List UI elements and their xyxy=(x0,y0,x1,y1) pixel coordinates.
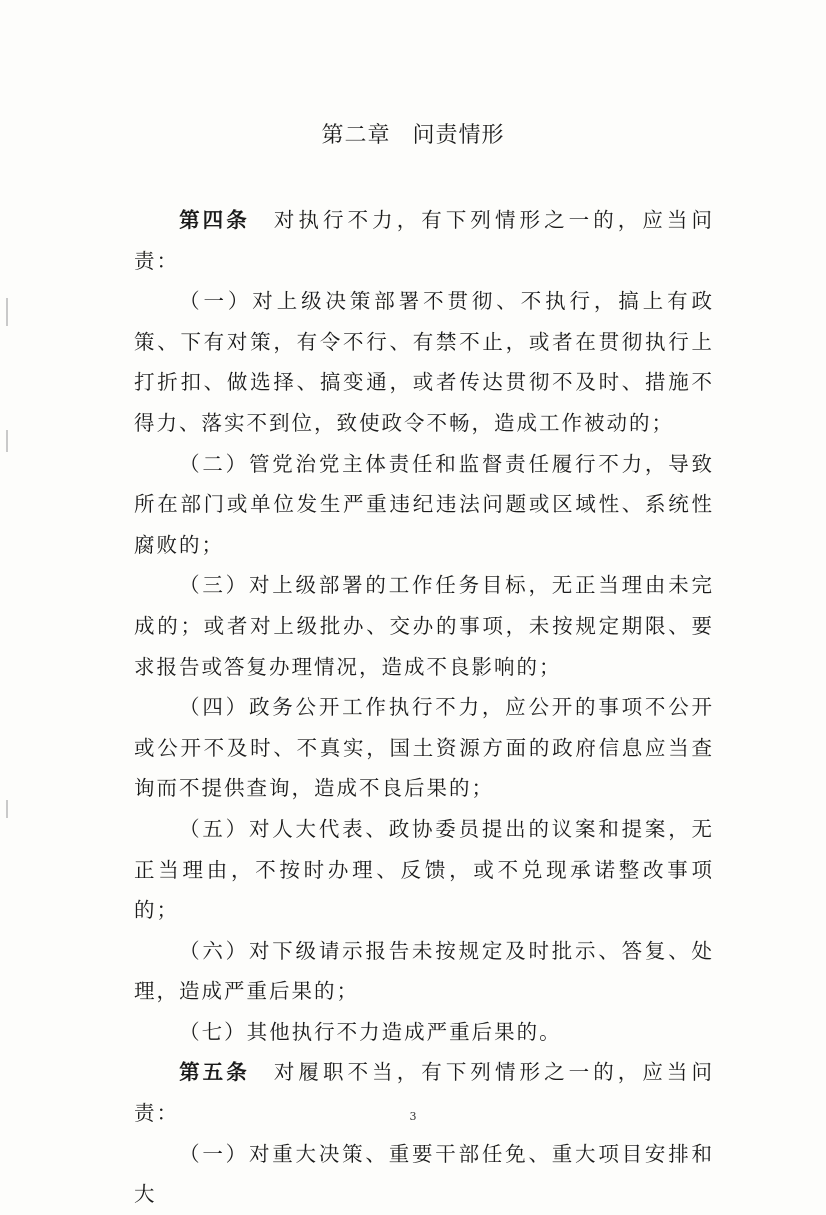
article-item: （五）对人大代表、政协委员提出的议案和提案，无正当理由，不按时办理、反馈，或不兑现承诺整改事项的； xyxy=(134,816,714,923)
article-intro-text: 对履职不当，有下列情形之一的，应当问责： xyxy=(134,1060,715,1126)
chapter-label: 第二章 xyxy=(321,123,391,148)
document-body xyxy=(134,200,714,1215)
chapter-title: 问责情形 xyxy=(412,123,505,148)
scan-edge-mark xyxy=(6,298,8,326)
article-label: 第五条 xyxy=(179,1060,250,1085)
article-4-intro xyxy=(134,200,714,281)
scan-edge-mark xyxy=(6,430,8,452)
article-item: （二）管党治党主体责任和监督责任履行不力，导致所在部门或单位发生严重违纪违法问题或区域性、系统性腐败的； xyxy=(134,451,714,557)
chapter-heading xyxy=(0,118,826,149)
article-item: （一）对上级决策部署不贯彻、不执行，搞上有政策、下有对策，有令不行、有禁不止，或者在贯彻执行上打折扣、做选择、搞变通，或者传达贯彻不及时、措施不得力、落实不到位，致使政令不畅，造成工作被动的； xyxy=(134,289,714,435)
article-item: （一）对重大决策、重要干部任免、重大项目安排和大 xyxy=(134,1141,714,1207)
article-item: （六）对下级请示报告未按规定及时批示、答复、处理，造成严重后果的； xyxy=(134,938,714,1004)
page-number: 3 xyxy=(409,1110,417,1123)
article-item: （七）其他执行不力造成严重后果的。 xyxy=(179,1019,562,1044)
article-item: （三）对上级部署的工作任务目标，无正当理由未完成的；或者对上级批办、交办的事项，未按规定期限、要求报告或答复办理情况，造成不良影响的； xyxy=(134,573,714,679)
article-label: 第四条 xyxy=(179,208,250,232)
article-intro-text: 对执行不力，有下列情形之一的，应当问责： xyxy=(134,208,715,273)
article-item: （四）政务公开工作执行不力，应公开的事项不公开或公开不及时、不真实，国土资源方面的政府信息应当查询而不提供查询，造成不良后果的； xyxy=(134,695,714,801)
scan-edge-mark xyxy=(6,800,8,818)
